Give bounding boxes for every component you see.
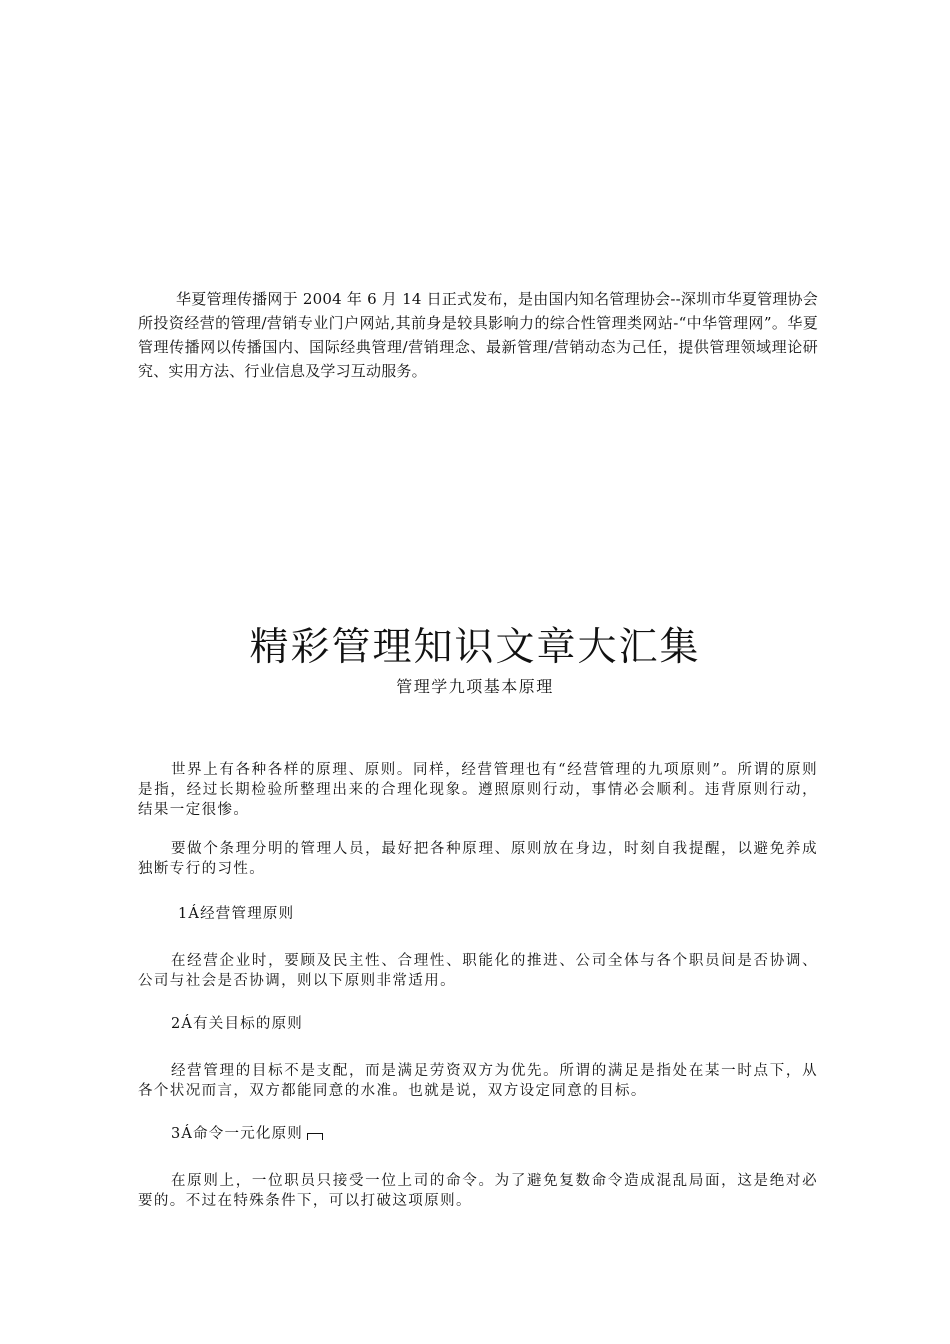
document-title: 精彩管理知识文章大汇集 (249, 625, 701, 670)
body-paragraph-5: 在原则上，一位职员只接受一位上司的命令。为了避免复数命令造成混乱局面，这是绝对必要的。不过在特殊条件下，可以打破这项原则。 (138, 1173, 818, 1209)
body-paragraph-4: 经营管理的目标不是支配，而是满足劳资双方为优先。所谓的满足是指处在某一时点下，从各个状况而言，双方都能同意的水准。也就是说，双方设定同意的目标。 (138, 1063, 818, 1099)
section-heading-1-text: 1Á经营管理原则 (178, 906, 295, 922)
section-heading-2-text: 2Á有关目标的原则 (171, 1016, 303, 1032)
body-paragraph-3: 在经营企业时，要顾及民主性、合理性、职能化的推进、公司全体与各个职员间是否协调、公司与社会是否协调，则以下原则非常适用。 (138, 953, 818, 989)
section-heading-3 (138, 1124, 818, 1144)
document-subtitle: 管理学九项基本原理 (396, 677, 554, 696)
section-heading-1 (138, 904, 818, 924)
section-heading-2 (138, 1014, 818, 1034)
bracket-mark-icon (307, 1133, 323, 1140)
section-heading-3-text: 3Á命令一元化原则 (171, 1126, 303, 1142)
intro-paragraph: 华夏管理传播网于 2004 年 6 月 14 日正式发布，是由国内知名管理协会--深圳市华夏管理协会所投资经营的管理/营销专业门户网站,其前身是较具影响力的综合性管理类网站-“中华管理网”。华夏管理传播网以传播国内、国际经典管理/营销理念、最新管理/营销动态为己任，提供管理领域理论研究、实用方法、行业信息及学习互动服务。 (138, 290, 818, 380)
article-body (138, 760, 818, 1230)
body-paragraph-2: 要做个条理分明的管理人员，最好把各种原理、原则放在身边，时刻自我提醒，以避免养成独断专行的习性。 (138, 841, 818, 877)
body-paragraph-1: 世界上有各种各样的原理、原则。同样，经营管理也有“经营管理的九项原则”。所谓的原则是指，经过长期检验所整理出来的合理化现象。遵照原则行动，事情必会顺利。违背原则行动，结果一定很惨。 (138, 762, 818, 818)
